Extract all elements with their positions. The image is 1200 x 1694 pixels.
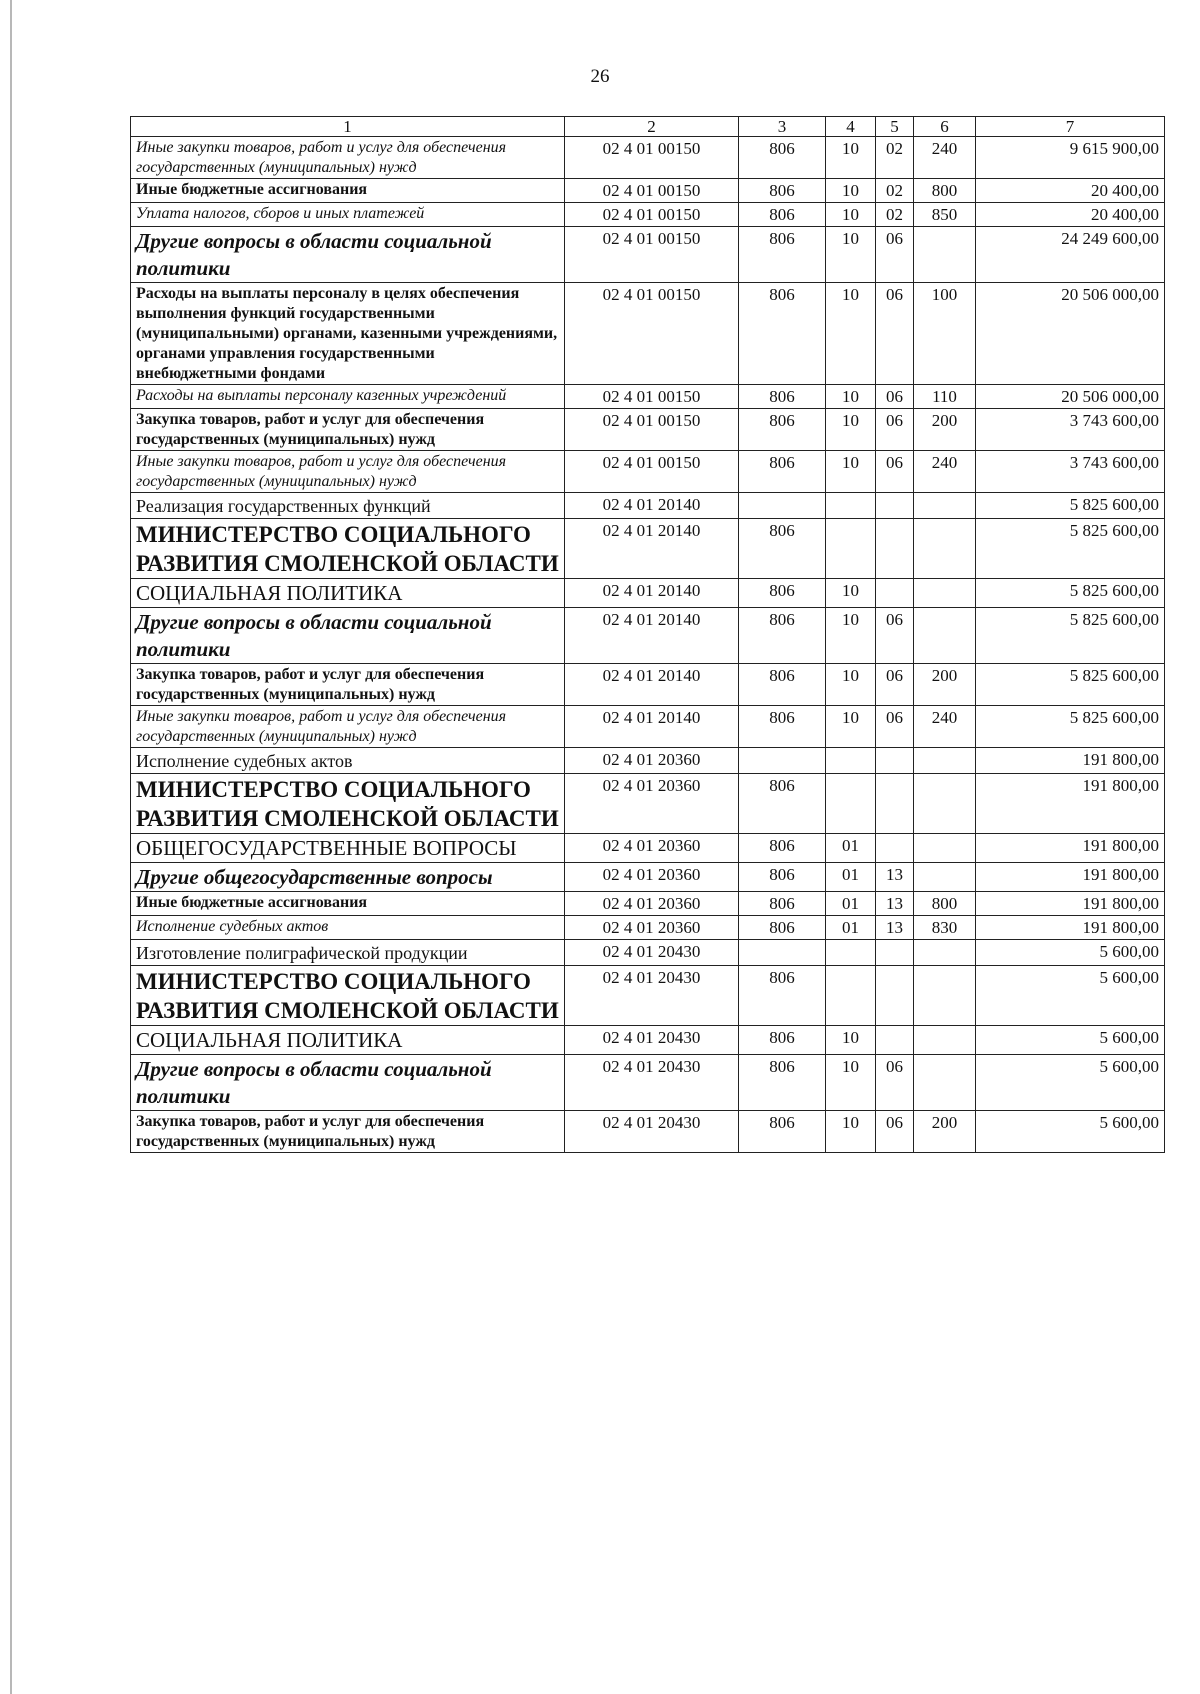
row-subsection-code — [876, 519, 914, 579]
row-amount: 5 825 600,00 — [976, 664, 1165, 706]
row-department-code: 806 — [739, 1111, 826, 1153]
column-number-7: 7 — [976, 117, 1165, 137]
row-target-code: 02 4 01 00150 — [565, 283, 739, 385]
row-section-code: 10 — [826, 227, 876, 283]
table-row — [131, 227, 1165, 283]
row-amount: 191 800,00 — [976, 834, 1165, 863]
row-target-code: 02 4 01 00150 — [565, 137, 739, 179]
row-name: Другие вопросы в области социальной политики — [131, 608, 565, 664]
row-amount: 191 800,00 — [976, 748, 1165, 774]
row-amount: 20 400,00 — [976, 179, 1165, 203]
page-number: 26 — [590, 66, 610, 87]
row-department-code: 806 — [739, 579, 826, 608]
table-row — [131, 774, 1165, 834]
table-row — [131, 892, 1165, 916]
row-expense-type-code: 800 — [914, 892, 976, 916]
row-amount: 5 825 600,00 — [976, 579, 1165, 608]
row-department-code: 806 — [739, 179, 826, 203]
row-expense-type-code — [914, 1055, 976, 1111]
row-expense-type-code: 200 — [914, 409, 976, 451]
row-department-code: 806 — [739, 892, 826, 916]
row-amount: 191 800,00 — [976, 916, 1165, 940]
row-target-code: 02 4 01 20430 — [565, 1026, 739, 1055]
row-expense-type-code — [914, 1026, 976, 1055]
row-target-code: 02 4 01 20360 — [565, 834, 739, 863]
row-name: Расходы на выплаты персоналу казенных учреждений — [131, 385, 565, 409]
row-department-code: 806 — [739, 227, 826, 283]
row-subsection-code — [876, 940, 914, 966]
row-subsection-code: 13 — [876, 916, 914, 940]
row-subsection-code: 06 — [876, 706, 914, 748]
row-subsection-code: 06 — [876, 385, 914, 409]
row-target-code: 02 4 01 20140 — [565, 519, 739, 579]
row-amount: 5 600,00 — [976, 966, 1165, 1026]
row-expense-type-code — [914, 834, 976, 863]
row-section-code: 10 — [826, 179, 876, 203]
table-row — [131, 940, 1165, 966]
row-subsection-code: 06 — [876, 409, 914, 451]
row-subsection-code — [876, 774, 914, 834]
row-name: Иные бюджетные ассигнования — [131, 179, 565, 203]
row-subsection-code: 06 — [876, 1111, 914, 1153]
row-amount: 5 825 600,00 — [976, 519, 1165, 579]
row-name: Расходы на выплаты персоналу в целях обеспечения выполнения функций государственными (муниципальными) органами, казенными учреждениями, органами управления государственными внебюджетными фондами — [131, 283, 565, 385]
row-name: МИНИСТЕРСТВО СОЦИАЛЬНОГО РАЗВИТИЯ СМОЛЕНСКОЙ ОБЛАСТИ — [131, 966, 565, 1026]
row-department-code: 806 — [739, 1026, 826, 1055]
row-name: Реализация государственных функций — [131, 493, 565, 519]
row-target-code: 02 4 01 20360 — [565, 748, 739, 774]
table-row — [131, 834, 1165, 863]
row-amount: 5 600,00 — [976, 1111, 1165, 1153]
table-row — [131, 664, 1165, 706]
row-section-code — [826, 493, 876, 519]
row-subsection-code: 06 — [876, 664, 914, 706]
row-target-code: 02 4 01 20140 — [565, 664, 739, 706]
row-department-code: 806 — [739, 774, 826, 834]
row-target-code: 02 4 01 20360 — [565, 892, 739, 916]
row-section-code — [826, 519, 876, 579]
row-section-code: 10 — [826, 385, 876, 409]
row-amount: 5 600,00 — [976, 940, 1165, 966]
row-name: СОЦИАЛЬНАЯ ПОЛИТИКА — [131, 1026, 565, 1055]
row-section-code: 10 — [826, 137, 876, 179]
table-row — [131, 706, 1165, 748]
table-row — [131, 493, 1165, 519]
row-target-code: 02 4 01 00150 — [565, 385, 739, 409]
row-subsection-code — [876, 966, 914, 1026]
row-section-code: 10 — [826, 1026, 876, 1055]
row-target-code: 02 4 01 20430 — [565, 966, 739, 1026]
row-department-code: 806 — [739, 863, 826, 892]
row-target-code: 02 4 01 20140 — [565, 579, 739, 608]
table-row — [131, 203, 1165, 227]
row-expense-type-code: 800 — [914, 179, 976, 203]
row-subsection-code: 13 — [876, 863, 914, 892]
row-target-code: 02 4 01 20430 — [565, 1055, 739, 1111]
row-expense-type-code — [914, 966, 976, 1026]
column-number-3: 3 — [739, 117, 826, 137]
row-name: Уплата налогов, сборов и иных платежей — [131, 203, 565, 227]
row-target-code: 02 4 01 20140 — [565, 493, 739, 519]
row-expense-type-code — [914, 774, 976, 834]
row-section-code — [826, 966, 876, 1026]
row-subsection-code — [876, 493, 914, 519]
row-name: Другие вопросы в области социальной политики — [131, 1055, 565, 1111]
row-name: МИНИСТЕРСТВО СОЦИАЛЬНОГО РАЗВИТИЯ СМОЛЕНСКОЙ ОБЛАСТИ — [131, 774, 565, 834]
row-subsection-code — [876, 748, 914, 774]
row-department-code: 806 — [739, 385, 826, 409]
row-name: Иные закупки товаров, работ и услуг для обеспечения государственных (муниципальных) нужд — [131, 706, 565, 748]
row-department-code: 806 — [739, 966, 826, 1026]
row-expense-type-code: 200 — [914, 664, 976, 706]
row-name: Другие вопросы в области социальной политики — [131, 227, 565, 283]
row-expense-type-code — [914, 227, 976, 283]
column-number-4: 4 — [826, 117, 876, 137]
row-name: Изготовление полиграфической продукции — [131, 940, 565, 966]
row-section-code: 10 — [826, 664, 876, 706]
table-row — [131, 283, 1165, 385]
row-department-code: 806 — [739, 137, 826, 179]
row-amount: 5 600,00 — [976, 1026, 1165, 1055]
budget-table-body — [131, 117, 1165, 1153]
row-expense-type-code: 240 — [914, 706, 976, 748]
row-target-code: 02 4 01 20140 — [565, 706, 739, 748]
row-subsection-code: 06 — [876, 283, 914, 385]
row-amount: 20 506 000,00 — [976, 385, 1165, 409]
row-amount: 191 800,00 — [976, 863, 1165, 892]
table-row — [131, 1055, 1165, 1111]
row-section-code — [826, 748, 876, 774]
row-section-code: 10 — [826, 1111, 876, 1153]
column-number-row — [131, 117, 1165, 137]
row-target-code: 02 4 01 20360 — [565, 774, 739, 834]
table-row — [131, 608, 1165, 664]
table-row — [131, 579, 1165, 608]
table-row — [131, 1111, 1165, 1153]
row-subsection-code — [876, 834, 914, 863]
row-subsection-code: 02 — [876, 137, 914, 179]
row-section-code: 10 — [826, 608, 876, 664]
row-amount: 191 800,00 — [976, 892, 1165, 916]
column-number-6: 6 — [914, 117, 976, 137]
row-target-code: 02 4 01 00150 — [565, 451, 739, 493]
row-amount: 9 615 900,00 — [976, 137, 1165, 179]
row-department-code: 806 — [739, 409, 826, 451]
column-number-5: 5 — [876, 117, 914, 137]
row-target-code: 02 4 01 20360 — [565, 916, 739, 940]
row-subsection-code — [876, 1026, 914, 1055]
table-row — [131, 519, 1165, 579]
row-target-code: 02 4 01 00150 — [565, 179, 739, 203]
row-target-code: 02 4 01 20430 — [565, 940, 739, 966]
row-section-code: 10 — [826, 203, 876, 227]
row-department-code — [739, 748, 826, 774]
row-name: Закупка товаров, работ и услуг для обеспечения государственных (муниципальных) нужд — [131, 409, 565, 451]
row-expense-type-code: 240 — [914, 137, 976, 179]
row-department-code: 806 — [739, 608, 826, 664]
row-name: Исполнение судебных актов — [131, 748, 565, 774]
row-expense-type-code — [914, 493, 976, 519]
row-subsection-code: 06 — [876, 451, 914, 493]
row-name: Иные закупки товаров, работ и услуг для обеспечения государственных (муниципальных) нужд — [131, 451, 565, 493]
row-department-code: 806 — [739, 834, 826, 863]
row-name: Иные бюджетные ассигнования — [131, 892, 565, 916]
row-subsection-code: 06 — [876, 227, 914, 283]
row-expense-type-code: 100 — [914, 283, 976, 385]
table-row — [131, 966, 1165, 1026]
row-amount: 5 825 600,00 — [976, 493, 1165, 519]
row-expense-type-code — [914, 863, 976, 892]
row-expense-type-code — [914, 608, 976, 664]
table-row — [131, 179, 1165, 203]
row-section-code: 01 — [826, 863, 876, 892]
row-section-code: 10 — [826, 706, 876, 748]
row-subsection-code: 06 — [876, 608, 914, 664]
row-amount: 24 249 600,00 — [976, 227, 1165, 283]
row-name: СОЦИАЛЬНАЯ ПОЛИТИКА — [131, 579, 565, 608]
row-subsection-code: 02 — [876, 203, 914, 227]
row-target-code: 02 4 01 00150 — [565, 227, 739, 283]
row-department-code: 806 — [739, 283, 826, 385]
row-amount: 5 825 600,00 — [976, 706, 1165, 748]
row-department-code: 806 — [739, 451, 826, 493]
row-amount: 191 800,00 — [976, 774, 1165, 834]
row-amount: 20 400,00 — [976, 203, 1165, 227]
table-row — [131, 1026, 1165, 1055]
row-name: Другие общегосударственные вопросы — [131, 863, 565, 892]
row-subsection-code: 02 — [876, 179, 914, 203]
scan-edge-line — [10, 0, 12, 1694]
row-name: ОБЩЕГОСУДАРСТВЕННЫЕ ВОПРОСЫ — [131, 834, 565, 863]
row-expense-type-code — [914, 519, 976, 579]
row-department-code — [739, 493, 826, 519]
table-row — [131, 748, 1165, 774]
row-section-code: 01 — [826, 892, 876, 916]
row-target-code: 02 4 01 00150 — [565, 409, 739, 451]
row-amount: 3 743 600,00 — [976, 451, 1165, 493]
table-row — [131, 863, 1165, 892]
row-amount: 3 743 600,00 — [976, 409, 1165, 451]
row-name: Закупка товаров, работ и услуг для обеспечения государственных (муниципальных) нужд — [131, 1111, 565, 1153]
column-number-2: 2 — [565, 117, 739, 137]
row-name: Иные закупки товаров, работ и услуг для обеспечения государственных (муниципальных) нужд — [131, 137, 565, 179]
table-row — [131, 451, 1165, 493]
row-expense-type-code: 830 — [914, 916, 976, 940]
row-section-code: 10 — [826, 579, 876, 608]
row-section-code: 10 — [826, 409, 876, 451]
row-department-code: 806 — [739, 664, 826, 706]
column-number-1: 1 — [131, 117, 565, 137]
row-name: МИНИСТЕРСТВО СОЦИАЛЬНОГО РАЗВИТИЯ СМОЛЕНСКОЙ ОБЛАСТИ — [131, 519, 565, 579]
row-amount: 5 600,00 — [976, 1055, 1165, 1111]
row-subsection-code: 13 — [876, 892, 914, 916]
row-amount: 20 506 000,00 — [976, 283, 1165, 385]
row-department-code: 806 — [739, 1055, 826, 1111]
row-department-code: 806 — [739, 706, 826, 748]
row-section-code: 01 — [826, 916, 876, 940]
row-subsection-code — [876, 579, 914, 608]
row-name: Закупка товаров, работ и услуг для обеспечения государственных (муниципальных) нужд — [131, 664, 565, 706]
table-row — [131, 385, 1165, 409]
row-expense-type-code: 850 — [914, 203, 976, 227]
row-subsection-code: 06 — [876, 1055, 914, 1111]
row-target-code: 02 4 01 00150 — [565, 203, 739, 227]
budget-table — [130, 116, 1165, 1153]
row-expense-type-code: 240 — [914, 451, 976, 493]
row-target-code: 02 4 01 20360 — [565, 863, 739, 892]
row-department-code: 806 — [739, 916, 826, 940]
row-expense-type-code — [914, 579, 976, 608]
row-amount: 5 825 600,00 — [976, 608, 1165, 664]
row-section-code: 10 — [826, 1055, 876, 1111]
row-expense-type-code — [914, 748, 976, 774]
row-department-code — [739, 940, 826, 966]
row-section-code — [826, 774, 876, 834]
row-name: Исполнение судебных актов — [131, 916, 565, 940]
row-department-code: 806 — [739, 519, 826, 579]
row-expense-type-code — [914, 940, 976, 966]
row-department-code: 806 — [739, 203, 826, 227]
table-row — [131, 137, 1165, 179]
row-expense-type-code: 200 — [914, 1111, 976, 1153]
row-section-code: 10 — [826, 283, 876, 385]
table-row — [131, 409, 1165, 451]
row-expense-type-code: 110 — [914, 385, 976, 409]
row-target-code: 02 4 01 20140 — [565, 608, 739, 664]
row-section-code — [826, 940, 876, 966]
table-row — [131, 916, 1165, 940]
row-section-code: 10 — [826, 451, 876, 493]
row-section-code: 01 — [826, 834, 876, 863]
row-target-code: 02 4 01 20430 — [565, 1111, 739, 1153]
